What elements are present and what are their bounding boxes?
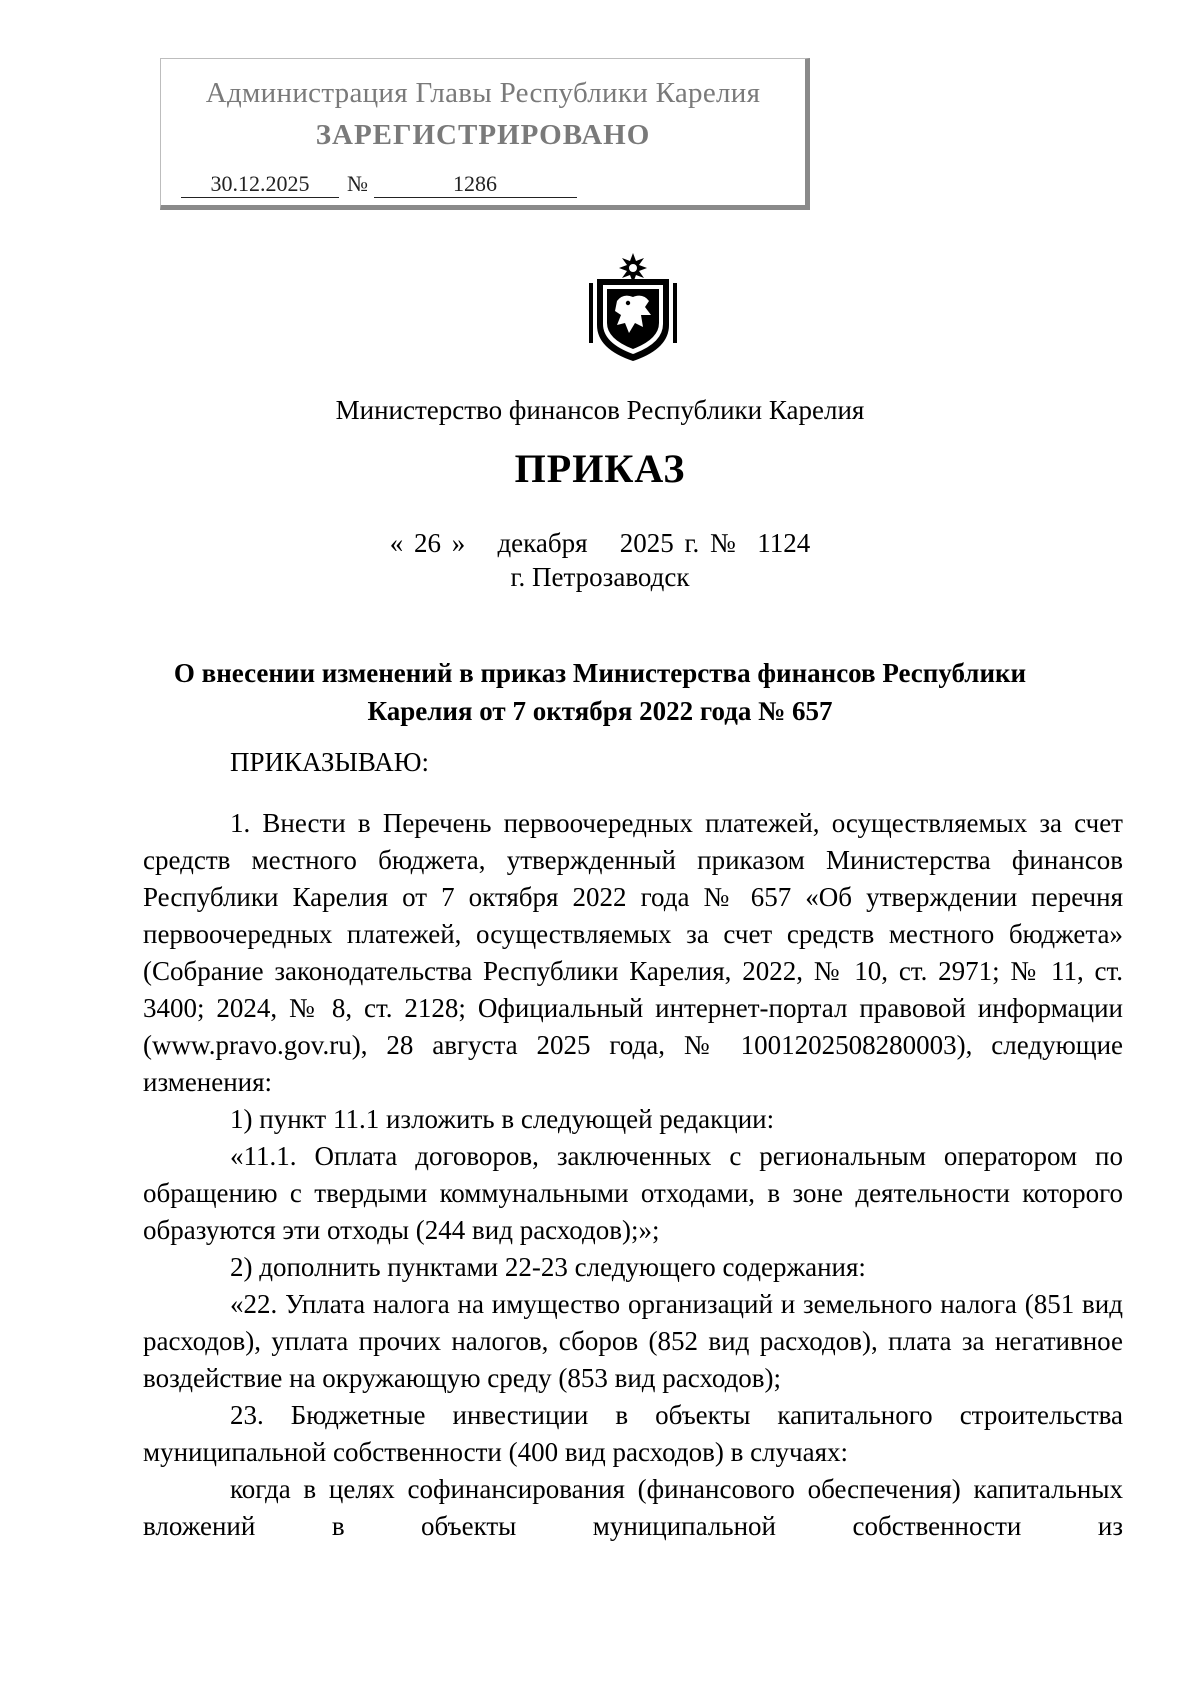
paragraph-item-2: 2) дополнить пунктами 22-23 следующего содержания: <box>230 1252 866 1282</box>
document-city: г. Петрозаводск <box>510 562 690 592</box>
document-date-number: « 26 » декабря 2025 г. № 1124 <box>389 528 811 558</box>
stamp-status: ЗАРЕГИСТРИРОВАНО <box>315 119 651 151</box>
document-type: ПРИКАЗ <box>514 446 686 491</box>
karelia-coat-of-arms-icon <box>583 253 683 363</box>
stamp-number: 1286 <box>374 171 577 198</box>
document-subject <box>0 654 1200 730</box>
order-word: ПРИКАЗЫВАЮ: <box>230 747 429 777</box>
paragraph-item-23: 23. Бюджетные инвестиции в объекты капитального строительства муниципальной собственности (400 вид расходов) в случаях: <box>143 1400 1123 1467</box>
paragraph-item-1: 1) пункт 11.1 изложить в следующей редакции: <box>230 1104 775 1134</box>
paragraph-item-22: «22. Уплата налога на имущество организаций и земельного налога (851 вид расходов), уплата прочих налогов, сборов (852 вид расходов), плата за негативное воздействие на окружающую среду (853 вид расходов); <box>143 1289 1123 1393</box>
subject-line-2: Карелия от 7 октября 2022 года № 657 <box>367 696 833 726</box>
paragraph-1: 1. Внести в Перечень первоочередных платежей, осуществляемых за счет средств местного бюджета, утвержденный приказом Министерства финансов Республики Карелия от 7 октября 2022 года № 657 «Об утверждении перечня первоочередных платежей, осуществляемых за счет средств местного бюджета» (Собрание законодательства Республики Карелия, 2022, № 10, ст. 2971; № 11, ст. 3400; 2024, № 8, ст. 2128; Официальный интернет-портал правовой информации (www.pravo.gov.ru), 28 августа 2025 года, № 1001202508280003), следующие изменения: <box>143 808 1123 1097</box>
paragraph-item-11-1: «11.1. Оплата договоров, заключенных с региональным оператором по обращению с твердыми коммунальными отходами, в зоне деятельности которого образуются эти отходы (244 вид расходов);»; <box>143 1141 1123 1245</box>
stamp-date: 30.12.2025 <box>181 171 339 198</box>
stamp-number-line <box>347 171 577 198</box>
subject-line-1: О внесении изменений в приказ Министерства финансов Республики <box>173 658 1027 688</box>
stamp-date-line <box>181 171 339 198</box>
stamp-number-label: № <box>347 171 368 196</box>
registration-stamp <box>160 58 810 210</box>
stamp-title: Администрация Главы Республики Карелия <box>205 77 761 109</box>
ministry-name: Министерство финансов Республики Карелия <box>335 395 865 425</box>
document-body <box>143 744 1123 1545</box>
paragraph-cases: когда в целях софинансирования (финансового обеспечения) капитальных вложений в объекты муниципальной собственности из <box>143 1474 1123 1541</box>
